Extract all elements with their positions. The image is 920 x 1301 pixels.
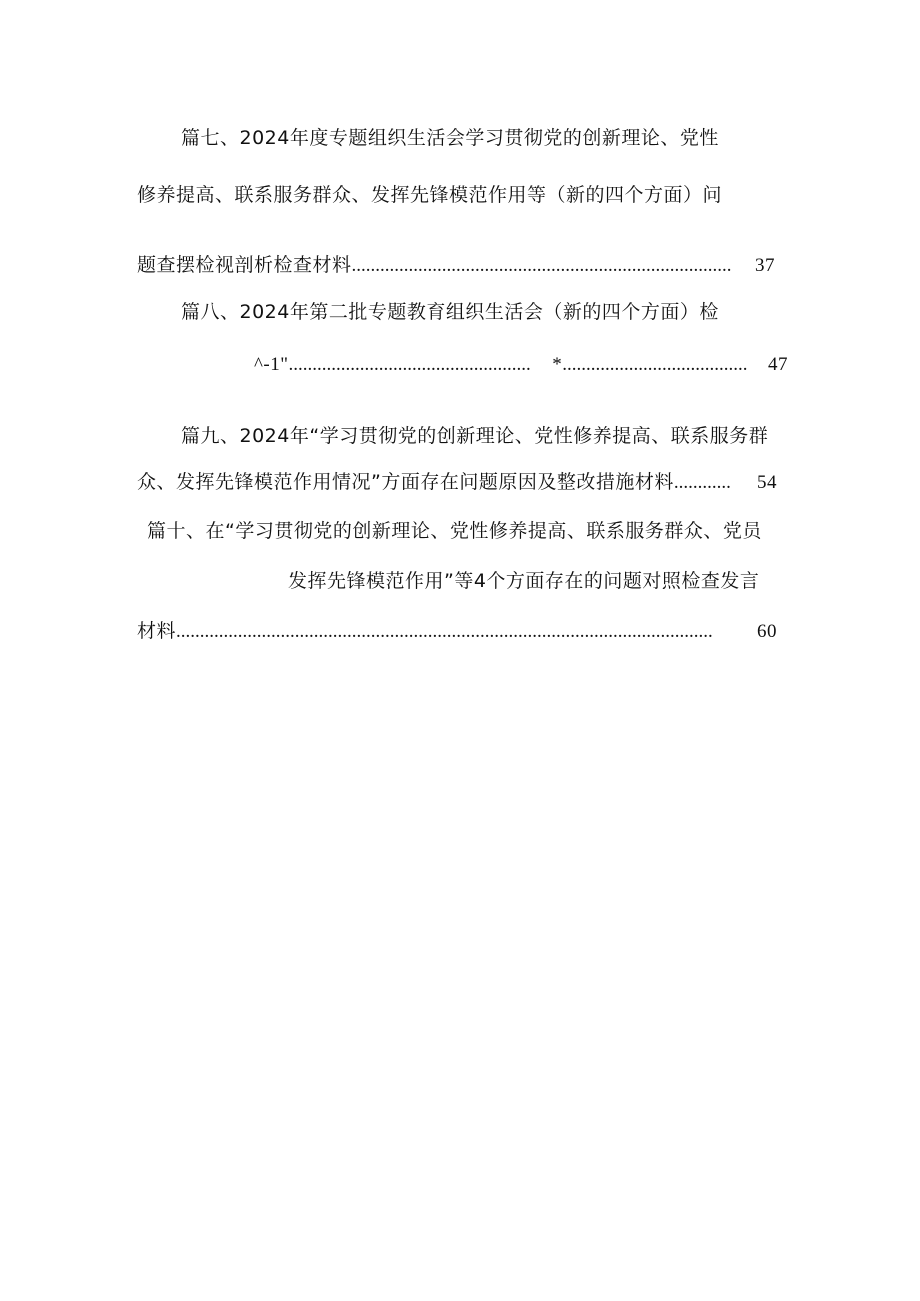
- toc-entry-10-line-2: 发挥先锋模范作用”等4个方面存在的问题对照检查发言: [288, 570, 760, 592]
- toc-entry-8-page-number: 47: [768, 354, 788, 375]
- toc-entry-8-line-1: 篇八、2024年第二批专题教育组织生活会（新的四个方面）检: [181, 301, 719, 323]
- toc-entry-7-page-number: 37: [755, 255, 775, 276]
- toc-entry-9-page-number: 54: [757, 472, 777, 493]
- toc-entry-8-garbled-text: ^-1": [254, 354, 289, 375]
- toc-entry-9-line-1: 篇九、2024年“学习贯彻党的创新理论、党性修养提高、联系服务群: [181, 425, 769, 447]
- toc-entry-9-title-end: 众、发挥先锋模范作用情况”方面存在问题原因及整改措施材料: [137, 471, 674, 493]
- toc-entry-7-line-3[interactable]: [137, 253, 775, 278]
- toc-entry-7-title-end: 题查摆检视剖析检查材料: [137, 254, 352, 276]
- toc-entry-9-line-2[interactable]: [137, 470, 777, 495]
- toc-entry-8-leader-dots-b: .......................................: [562, 354, 748, 375]
- toc-entry-8-line-2[interactable]: [254, 353, 788, 377]
- toc-entry-10-title-end: 材料: [137, 620, 177, 642]
- toc-entry-9-leader-dots: ............: [673, 472, 731, 493]
- toc-entry-10-leader-dots: .................................................................................................................: [176, 621, 713, 642]
- toc-entry-7-line-1: 篇七、2024年度专题组织生活会学习贯彻党的创新理论、党性: [181, 127, 719, 149]
- toc-entry-8-star: *: [552, 354, 563, 375]
- toc-entry-7-line-2: 修养提高、联系服务群众、发挥先锋模范作用等（新的四个方面）问: [137, 184, 723, 206]
- toc-entry-10-page-number: 60: [757, 621, 777, 642]
- toc-entry-8-leader-dots-a: ...................................................: [288, 354, 531, 375]
- toc-entry-10-line-3[interactable]: [137, 619, 777, 644]
- toc-entry-7-leader-dots: ................................................................................: [351, 255, 732, 276]
- toc-entry-10-line-1: 篇十、在“学习贯彻党的创新理论、党性修养提高、联系服务群众、党员: [147, 520, 762, 542]
